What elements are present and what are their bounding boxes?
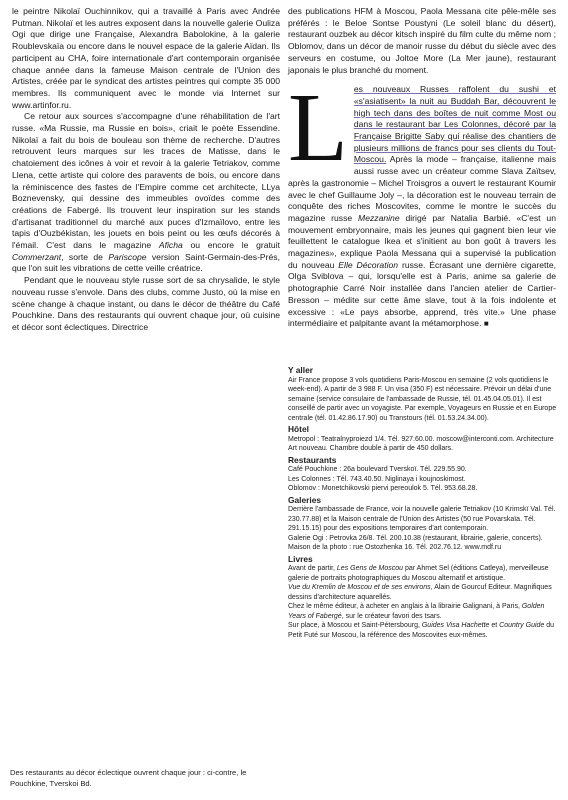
info-text: Air France propose 3 vols quotidiens Paris-Moscou en semaine (2 vols quotidiens le week-end). A partir de 3 988 F. Un visa (350 F) est nécessaire. Prévoir un délai d'une semaine (service consulaire de l'ambassade de Russie, tél. 01.45.04.05.01). Il est conseillé de partir avec un voyagiste. Par exemple, Voyageurs en Russie et en Europe centrale (tél. 01.42.86.17.90) ou Transtours (tél. 01.53.24.34.00).: [288, 376, 557, 422]
info-text: Vue du Kremlin de Moscou et de ses environs, Alain de Gourcuf Editeur. Magnifiques dessins d'architecture aquarellés.: [288, 584, 552, 601]
info-line: Oblomov : Monetchikovski piervi pereoulok 5. Tél. 953.68.28.: [288, 485, 478, 492]
info-line: Café Pouchkine : 26a boulevard Tverskoï. Tél. 229.55.90.: [288, 466, 467, 473]
info-line: Maison de la photo : rue Ostozhenka 16. Tél. 202.76.12. www.mdf.ru: [288, 544, 502, 551]
section-heading-livres: Livres: [288, 553, 313, 564]
info-text: Chez le même éditeur, à acheter en anglais à la librairie Galignani, à Paris, Golden Years of Fabergé, sur le créateur favori des tsars.: [288, 603, 545, 620]
section-heading-y-aller: Y aller: [288, 365, 313, 375]
info-line: Galerie Ogi : Petrovka 26/8. Tél. 200.10.38 (restaurant, librairie, galerie, concerts).: [288, 534, 543, 542]
info-line: Les Colonnes : Tél. 743.40.50. Niglinaya i koujnoskimost.: [288, 475, 466, 483]
dropcap-paragraph: [288, 74, 556, 330]
paragraph: le peintre Nikolaï Ouchinnikov, qui a travaillé à Paris avec Andrée Putman. Nikolaï et les autres exposent dans la nouvelle galerie Ouliza Ogi que dirige une Française, Alexandra Babolokine, à la galerie Roublevskaïa ou encore dans le nouvel espace de la galerie Aïdan. Ils participent au CHA, foire internationale d'art contemporain organisée chaque année dans la fameuse Maison centrale de l'Union des Artistes, créée par le syndicat des artistes peintres qui compte 35 000 membres. Ils communiquent avec le monde via Internet sur www.artinfor.ru.: [12, 6, 280, 110]
article-left-column: [12, 6, 280, 334]
drop-cap-letter: L: [288, 74, 348, 183]
paragraph: es nouveaux Russes raffolent du sushi et «s'asiatisent» la nuit au Buddah Bar, découvrent le high tech dans des boîtes de nuit comme Most ou dans le restaurant bar Les Colonnes, décoré par la Française Brigitte Saby qui réalise des chantiers de plusieurs millions de francs pour ses clients du Tout-Moscou. Après la mode – française, italienne mais aussi russe avec un créateur comme Slava Zaïtsev, après la gastronomie – Michel Troisgros a ouvert le restaurant Koumir avec le chef Guillaume Joly –, la décoration est le nouveau terrain de conquête des riches Moscovites, comme le montre le succès du magazine russe Mezzanine dirigé par Natalia Barbié. «C'est un mouvement embryonnaire, mais les jeunes qui gagnent bien leur vie feuillettent le catalogue Ikea et s'initient au bon goût à travers les magazines», explique Paola Messana qui a supervisé la publication du nouveau Elle Décoration russe. Écrasant une dernière cigarette, Olga Sviblova – qui, lorsqu'elle est à Paris, anime sa galerie de photographie Carré Noir installée dans l'ancien atelier de Cartier-Bresson – médite sur cette âme slave, tout à la fois indolente et excessive : «Le pays absorbe, apprend, très vite.» Une phase intermédiaire et palpitante avant la métamorphose. ■: [288, 84, 556, 329]
practical-info-box: [288, 364, 558, 640]
section-heading-galeries: Galeries: [288, 494, 322, 505]
section-heading-hotel: Hôtel: [288, 424, 309, 434]
end-mark: ■: [483, 319, 489, 329]
info-text: Sur place, à Moscou et Saint-Pétersbourg, Guides Visa Hachette et Country Guide du Petit Futé sur Moscou, la référence des Moscovites eux-mêmes.: [288, 622, 555, 639]
section-heading-restaurants: Restaurants: [288, 454, 337, 465]
info-text: Metropol : Teatralnyproiezd 1/4. Tél. 927.60.00. moscow@interconti.com. Architecture Art nouveau. Chambre double à partir de 450 dollars.: [288, 435, 554, 452]
paragraph: Pendant que le nouveau style russe sort de sa chrysalide, le style nouveau russe s'envole. Dans des clubs, comme Justo, où la mise en scène change à chaque instant, ou dans le décor de théâtre du Café Pouchkine. Dans des restaurants qui ouvrent chaque jour, où cuisine et décor sont éclectiques. Directrice: [12, 275, 280, 332]
paragraph: Ce retour aux sources s'accompagne d'une réhabilitation de l'art russe. «Ma Russie, ma Russie en bois», criait le poète Essendine. Nikolaï a fait du bois de bouleau son thème de recherche. D'autres retrouvent leurs marques sur les traces de Matisse, dans le chatoiement des icônes à voir et revoir à la galerie Tetriakov, comme Llena, cette artiste qui colore des paravents de bois, ou encore dans la réminiscence des fastes de l'Empire comme cet architecte, LLya Boznevensky, qui dessine des immeubles ovoïdes comme des créations de Fabergé. Ils trouvent leur inspiration sur les stands d'artisanat traditionnel du marché aux puces d'Izmaïlovo, entre les tapis d'Ouzbékistan, les jouets en bois peint ou les œufs décorés à l'émail. C'est dans le magazine Aficha ou encore le gratuit Commerzant, sorte de Pariscope version Saint-Germain-des-Prés, que l'on suit les vibrations de cette veille créatrice.: [12, 111, 280, 274]
article-right-column: [288, 6, 556, 330]
paragraph: des publications HFM à Moscou, Paola Messana cite pêle-mêle ses préférés : le Beloe Sontse Poustyni (Le soleil blanc du désert), restaurant ouzbek au décor kitsch inspiré du film culte du même nom ; Oblomov, dans un décor de manoir russe du début du siècle avec des serveurs en costume, ou Joltoe More (La Mer jaune), restaurant japonais le plus branché du moment.: [288, 6, 556, 75]
info-text: Avant de partir, Les Gens de Moscou par Ahmet Sel (éditions Catleya), merveilleuse galerie de portraits photographiques du Moscou alternatif et artistique.: [288, 565, 549, 582]
info-text: Derrière l'ambassade de France, voir la nouvelle galerie Tetriakov (10 Krimskï Val. Tél. 230.77.88) et la Maison centrale de l'Union des Artistes (50 rue Povarskaïa. Tél. 291.15.15) pour des expositions temporaires d'art contemporain.: [288, 506, 556, 532]
photo-caption: Des restaurants au décor éclectique ouvrent chaque jour : ci-contre, le Pouchkine, Tverskoi Bd.: [10, 768, 247, 788]
